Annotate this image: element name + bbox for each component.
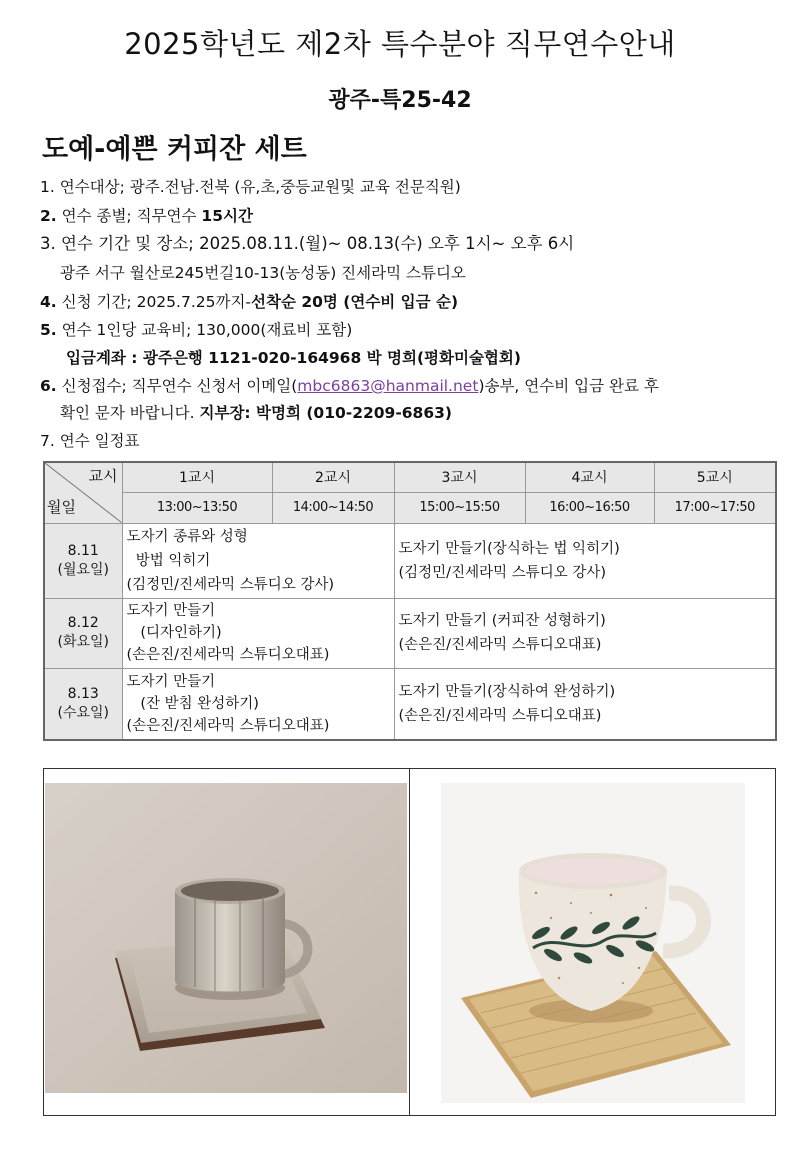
mug-with-saucer-image	[45, 783, 407, 1093]
document-code: 광주-특25-42	[328, 88, 472, 113]
period-time: 15:00~15:50	[394, 492, 525, 523]
item-type	[40, 205, 253, 227]
session-line: 도자기 만들기(장식하여 완성하기)	[398, 683, 616, 700]
item-submission-line2	[60, 402, 452, 424]
period-header: 1교시	[122, 462, 272, 492]
date-label: 8.13	[67, 685, 99, 702]
contact-info: 지부장: 박명희 (010-2209-6863)	[199, 404, 452, 422]
item-text: 연수 종별; 직무연수	[56, 207, 202, 225]
item-submission	[40, 375, 659, 397]
period-time: 17:00~17:50	[654, 492, 776, 523]
item-capacity: 선착순 20명 (연수비 입금 순)	[251, 293, 459, 311]
item-number: 4.	[40, 293, 57, 311]
session-line: 도자기 만들기	[126, 673, 216, 690]
instructor-line: (김정민/진세라믹 스튜디오 강사)	[398, 564, 607, 581]
leaf-cup-photo	[441, 783, 745, 1103]
instructor-line: (손은진/진세라믹 스튜디오대표)	[398, 637, 602, 653]
table-row	[44, 523, 776, 598]
session-line: 방법 익히기	[126, 552, 211, 569]
date-label: 8.11	[67, 542, 99, 559]
instructor-line: (손은진/진세라믹 스튜디오대표)	[398, 707, 602, 724]
item-text: 신청 기간; 2025.7.25까지-	[56, 293, 252, 311]
mug-with-saucer-photo	[45, 783, 407, 1093]
session-cell	[394, 598, 776, 668]
table-corner-cell	[44, 462, 122, 523]
instructor-line: (김정민/진세라믹 스튜디오 강사)	[126, 576, 335, 593]
item-target: 1. 연수대상; 광주.전남.전북 (유,초,중등교원및 교육 전문직원)	[40, 178, 461, 196]
item-text: 확인 문자 바랍니다.	[60, 404, 200, 422]
item-application	[40, 291, 458, 313]
table-row	[44, 668, 776, 740]
instructor-line: (손은진/진세라믹 스튜디오대표)	[126, 717, 330, 734]
weekday-label: (화요일)	[57, 634, 109, 650]
period-header: 2교시	[272, 462, 394, 492]
schedule-table	[43, 461, 777, 741]
course-title: 도예-예쁜 커피잔 세트	[42, 134, 307, 165]
day-cell	[44, 668, 122, 740]
period-time: 14:00~14:50	[272, 492, 394, 523]
item-hours: 15시간	[201, 207, 253, 225]
date-axis-label: 월일	[47, 497, 76, 516]
period-header: 5교시	[654, 462, 776, 492]
session-line: (디자인하기)	[126, 625, 222, 641]
weekday-label: (수요일)	[57, 704, 109, 721]
item-period: 3. 연수 기간 및 장소; 2025.08.11.(월)~ 08.13(수) 오후 1시~ 오후 6시	[40, 234, 575, 253]
instructor-line: (손은진/진세라믹 스튜디오대표)	[126, 647, 330, 663]
item-schedule-heading: 7. 연수 일정표	[40, 432, 140, 450]
period-axis-label: 교시	[88, 467, 118, 485]
session-line: 도자기 만들기 (커피잔 성형하기)	[398, 613, 606, 629]
bank-account: 입금계좌 : 광주은행 1121-020-164968 박 명희(평화미술협회)	[66, 349, 521, 367]
photo-box	[43, 768, 776, 1116]
item-place: 광주 서구 월산로245번길10-13(농성동) 진세라믹 스튜디오	[60, 264, 466, 282]
session-line: (잔 받침 완성하기)	[126, 695, 259, 712]
item-fee	[40, 319, 352, 341]
item-text: 연수 1인당 교육비; 130,000(재료비 포함)	[56, 321, 353, 339]
item-number: 5.	[40, 321, 57, 339]
item-number: 6.	[40, 377, 57, 395]
period-time: 16:00~16:50	[525, 492, 654, 523]
day-cell	[44, 523, 122, 598]
session-cell	[122, 598, 394, 668]
session-cell	[122, 668, 394, 740]
item-text: 신청접수; 직무연수 신청서 이메일(	[56, 377, 298, 395]
session-line: 도자기 종류와 성형	[126, 528, 248, 545]
item-number: 2.	[40, 207, 57, 225]
session-cell	[394, 668, 776, 740]
session-line: 도자기 만들기	[126, 603, 216, 619]
period-time: 13:00~13:50	[122, 492, 272, 523]
photo-divider	[409, 769, 410, 1115]
session-cell	[122, 523, 394, 598]
date-label: 8.12	[67, 615, 99, 631]
day-cell	[44, 598, 122, 668]
email-link[interactable]: mbc6863@hanmail.net	[297, 377, 479, 395]
session-line: 도자기 만들기(장식하는 법 익히기)	[398, 540, 620, 557]
leaf-cup-image	[441, 783, 745, 1103]
main-title: 2025학년도 제2차 특수분야 직무연수안내	[124, 27, 676, 61]
period-header: 3교시	[394, 462, 525, 492]
period-header: 4교시	[525, 462, 654, 492]
session-cell	[394, 523, 776, 598]
weekday-label: (월요일)	[57, 561, 109, 578]
item-text: )송부, 연수비 입금 완료 후	[478, 377, 659, 395]
table-row	[44, 598, 776, 668]
